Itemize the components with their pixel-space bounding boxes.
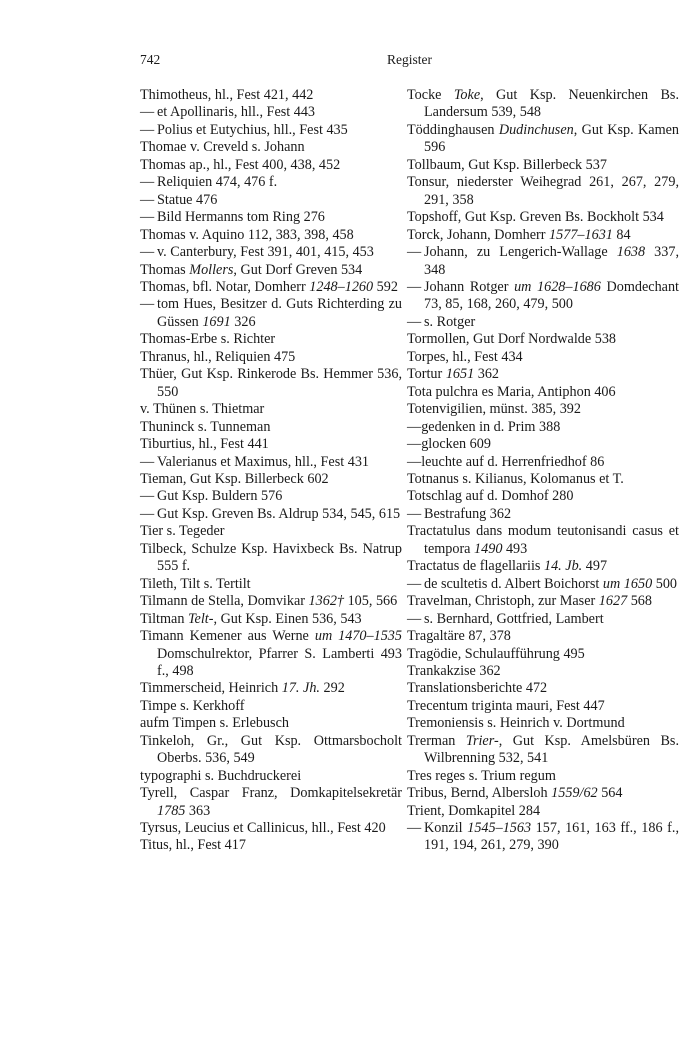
text-segment: Timmerscheid, Heinrich — [140, 680, 282, 697]
italic-segment: um 1470–1535 — [314, 628, 402, 645]
index-entry — [407, 523, 679, 558]
text-segment: Tyrsus, Leucius et Callinicus, hll., Fest 420 — [140, 820, 386, 837]
text-segment: Tractatulus dans modum teutonisandi casus et tempora — [407, 523, 679, 557]
index-entry — [140, 576, 402, 593]
text-segment: Topshoff, Gut Ksp. Greven Bs. Bockholt 534 — [407, 209, 664, 226]
text-segment: 337, 348 — [424, 244, 679, 278]
index-entry — [407, 122, 679, 157]
text-segment: Tractatus de flagellariis — [407, 558, 544, 575]
text-segment: 157, 161, 163 ff., 186 f., 191, 194, 261, 279, 390 — [424, 820, 679, 854]
index-entry — [140, 419, 402, 436]
italic-segment: 1638 — [616, 244, 646, 261]
index-entry — [140, 785, 402, 820]
subentry-dash: — — [140, 505, 155, 522]
text-segment: 362 — [474, 366, 500, 383]
page-header — [140, 52, 679, 72]
subentry-dash: — — [140, 296, 155, 313]
italic-segment: Dudinchusen — [498, 121, 574, 138]
text-segment: Trerman — [407, 732, 466, 749]
text-segment: 568 — [627, 593, 652, 610]
index-entry — [140, 87, 402, 104]
text-segment: Thomas-Erbe s. Richter — [140, 331, 276, 348]
italic-segment: 1691 — [202, 313, 231, 330]
text-segment: , Gut Ksp. Kamen 596 — [424, 121, 679, 156]
index-subentry — [407, 576, 679, 593]
text-segment: Bestrafung 362 — [424, 505, 512, 522]
text-segment: Statue 476 — [157, 191, 218, 208]
text-segment: Tinkeloh, Gr., Gut Ksp. Ottmarsbocholt Oberbs. 536, 549 — [140, 732, 402, 767]
index-subentry — [140, 174, 402, 191]
index-entry — [407, 401, 679, 418]
index-subentry — [407, 244, 679, 279]
index-subentry — [407, 454, 679, 471]
index-entry — [407, 209, 679, 226]
index-entry — [140, 471, 402, 488]
text-segment: aufm Timpen s. Erlebusch — [140, 715, 289, 732]
subentry-dash: — — [407, 436, 422, 453]
index-subentry — [140, 192, 402, 209]
text-segment: 363 — [185, 802, 211, 819]
subentry-dash: — — [140, 209, 155, 226]
text-segment: Thimotheus, hl., Fest 421, 442 — [140, 87, 314, 103]
subentry-dash: — — [140, 453, 155, 470]
text-segment: typographi s. Buchdruckerei — [140, 767, 302, 784]
text-segment: tom Hues, Besitzer d. Guts Richterding zu Güssen — [157, 296, 402, 330]
text-segment: Tocke — [407, 87, 454, 103]
text-segment: Thomas v. Aquino 112, 383, 398, 458 — [140, 226, 354, 243]
text-segment: Torck, Johann, Domherr — [407, 226, 550, 243]
text-segment: 326 — [230, 313, 256, 330]
index-entry — [140, 227, 402, 244]
index-subentry — [407, 314, 679, 331]
text-segment: 105, 566 — [344, 593, 398, 610]
text-segment: Gut Ksp. Greven Bs. Aldrup 534, 545, 615 — [157, 505, 401, 522]
index-entry — [140, 837, 402, 854]
text-segment: 564 — [597, 785, 623, 802]
index-entry — [140, 139, 402, 156]
subentry-dash: — — [140, 174, 155, 191]
italic-segment: um 1628–1686 — [514, 278, 601, 295]
index-subentry — [407, 436, 679, 453]
index-subentry — [407, 419, 679, 436]
text-segment: , Gut Ksp. Neuenkirchen Bs. Landersum 539, 548 — [424, 87, 679, 121]
index-entry — [407, 593, 679, 610]
text-segment: s. Bernhard, Gottfried, Lambert — [424, 610, 604, 627]
text-segment: Totenvigilien, münst. 385, 392 — [407, 401, 581, 418]
index-entry — [407, 680, 679, 697]
text-segment: Tota pulchra es Maria, Antiphon 406 — [407, 383, 616, 400]
text-segment: Tyrell, Caspar Franz, Domkapitelsekretär — [140, 785, 402, 802]
italic-segment: 1785 — [157, 802, 186, 819]
text-segment: Tortur — [407, 366, 446, 383]
text-segment: et Apollinaris, hll., Fest 443 — [157, 104, 316, 121]
index-entry — [407, 785, 679, 802]
text-segment: Tormollen, Gut Dorf Nordwalde 538 — [407, 331, 617, 348]
index-subentry — [140, 454, 402, 471]
text-segment: Timpe s. Kerkhoff — [140, 697, 245, 714]
text-segment: gedenken in d. Prim 388 — [421, 418, 561, 435]
index-entry — [407, 768, 679, 785]
text-segment: Valerianus et Maximus, hll., Fest 431 — [157, 453, 370, 470]
text-segment: Trankakzise 362 — [407, 662, 501, 679]
index-entry — [140, 436, 402, 453]
text-segment: de scultetis d. Albert Boichorst — [424, 575, 603, 592]
subentry-dash: — — [407, 575, 422, 592]
text-segment: leuchte auf d. Herrenfriedhof 86 — [421, 453, 605, 470]
index-entry — [140, 680, 402, 697]
text-segment: Totschlag auf d. Domhof 280 — [407, 488, 574, 505]
italic-segment: Telt- — [187, 610, 214, 627]
italic-segment: 1248–1260 — [309, 278, 374, 295]
index-entry — [140, 331, 402, 348]
italic-segment: Trier- — [465, 732, 499, 749]
text-segment: Tremoniensis s. Heinrich v. Dortmund — [407, 715, 625, 732]
text-segment: 292 — [319, 680, 345, 697]
text-segment: Titus, hl., Fest 417 — [140, 837, 246, 854]
index-entry — [140, 157, 402, 174]
text-segment: Johann Rotger — [424, 278, 515, 295]
text-segment: Domdechant 73, 85, 168, 260, 479, 500 — [424, 278, 679, 313]
text-segment: Thomas — [140, 261, 190, 278]
subentry-dash: — — [407, 313, 422, 330]
subentry-dash: — — [407, 278, 422, 295]
index-entry — [407, 87, 679, 122]
index-entry — [407, 733, 679, 768]
text-segment: Thuninck s. Tunneman — [140, 418, 271, 435]
index-subentry — [140, 488, 402, 505]
index-subentry — [407, 279, 679, 314]
index-subentry — [407, 820, 679, 855]
text-segment: Gut Ksp. Buldern 576 — [157, 488, 283, 505]
text-segment: 493 — [502, 540, 528, 557]
index-entry — [407, 646, 679, 663]
index-entry — [140, 401, 402, 418]
text-segment: Tilmann de Stella, Domvikar — [140, 593, 309, 610]
index-entry — [140, 698, 402, 715]
text-segment: Translationsberichte 472 — [407, 680, 548, 697]
text-segment: Domschulrektor, Pfarrer S. Lamberti 493 f., 498 — [157, 645, 402, 679]
index-entry — [140, 611, 402, 628]
text-segment: Johann, zu Lengerich-Wallage — [424, 244, 617, 261]
index-entry — [140, 523, 402, 540]
text-segment: Tollbaum, Gut Ksp. Billerbeck 537 — [407, 156, 607, 173]
index-entry — [407, 488, 679, 505]
text-segment: Totnanus s. Kilianus, Kolomanus et T. — [407, 470, 624, 487]
text-segment: Torpes, hl., Fest 434 — [407, 348, 523, 365]
italic-segment: Toke — [453, 87, 481, 103]
index-entry — [140, 733, 402, 768]
text-segment: Thranus, hl., Reliquien 475 — [140, 348, 296, 365]
index-entry — [407, 663, 679, 680]
text-segment: 500 — [652, 575, 677, 592]
italic-segment: 1651 — [445, 366, 475, 383]
index-column-left — [140, 87, 402, 855]
index-subentry — [407, 506, 679, 523]
index-subentry — [140, 122, 402, 139]
index-entry — [140, 349, 402, 366]
italic-segment: 1559/62 — [551, 785, 598, 802]
text-segment: Polius et Eutychius, hll., Fest 435 — [157, 121, 348, 138]
text-segment: , Gut Ksp. Einen 536, 543 — [213, 610, 362, 627]
text-segment: 497 — [582, 558, 608, 575]
text-segment: Tonsur, niederster Weihegrad 261, 267, 279, 291, 358 — [407, 174, 679, 208]
text-segment: v. Thünen s. Thietmar — [140, 401, 265, 418]
index-entry — [407, 698, 679, 715]
text-segment: glocken 609 — [421, 436, 491, 453]
text-segment: , Gut Dorf Greven 534 — [233, 261, 363, 278]
index-entry — [140, 262, 402, 279]
index-entry — [407, 715, 679, 732]
index-entry — [140, 541, 402, 576]
index-entry — [140, 820, 402, 837]
text-segment: Tileth, Tilt s. Tertilt — [140, 575, 251, 592]
text-segment: Trient, Domkapitel 284 — [407, 802, 541, 819]
text-segment: Tiltman — [140, 610, 188, 627]
subentry-dash: — — [140, 191, 155, 208]
index-entry — [407, 384, 679, 401]
text-segment: Tragaltäre 87, 378 — [407, 628, 511, 645]
index-entry — [407, 803, 679, 820]
text-segment: Thomas, bfl. Notar, Domherr — [140, 278, 310, 295]
text-segment: Tribus, Bernd, Albersloh — [407, 785, 552, 802]
text-segment: Bild Hermanns tom Ring 276 — [157, 209, 325, 226]
italic-segment: um 1650 — [602, 575, 653, 592]
index-entry — [407, 331, 679, 348]
italic-segment: Mollers — [189, 261, 234, 278]
index-entry — [407, 174, 679, 209]
text-segment: Tier s. Tegeder — [140, 523, 225, 540]
index-subentry — [407, 611, 679, 628]
index-entry — [407, 157, 679, 174]
index-entry — [407, 227, 679, 244]
index-entry — [140, 366, 402, 401]
italic-segment: 14. Jb. — [543, 558, 583, 575]
index-subentry — [140, 296, 402, 331]
text-segment: 84 — [612, 226, 631, 243]
italic-segment: 1490 — [474, 540, 503, 557]
index-entry — [140, 279, 402, 296]
index-subentry — [140, 506, 402, 523]
italic-segment: 1627 — [598, 593, 628, 610]
text-segment: v. Canterbury, Fest 391, 401, 415, 453 — [157, 244, 374, 261]
subentry-dash: — — [407, 820, 422, 837]
page-number: 742 — [140, 52, 161, 67]
index-subentry — [140, 209, 402, 226]
text-segment: Tragödie, Schulaufführung 495 — [407, 645, 585, 662]
subentry-dash: — — [407, 505, 422, 522]
text-segment: Thomae v. Creveld s. Johann — [140, 139, 305, 156]
index-entry — [407, 471, 679, 488]
subentry-dash: — — [407, 244, 422, 261]
text-segment: s. Rotger — [424, 313, 476, 330]
index-entry — [407, 558, 679, 575]
text-segment: Tilbeck, Schulze Ksp. Havixbeck Bs. Natrup 555 f. — [140, 540, 402, 575]
text-segment: Timann Kemener aus Werne — [140, 628, 315, 645]
italic-segment: 17. Jh. — [281, 680, 320, 697]
subentry-dash: — — [407, 418, 422, 435]
index-entry — [140, 715, 402, 732]
text-segment: Tiburtius, hl., Fest 441 — [140, 436, 269, 453]
subentry-dash: — — [140, 488, 155, 505]
text-segment: Reliquien 474, 476 f. — [157, 174, 278, 191]
subentry-dash: — — [140, 104, 155, 121]
index-subentry — [140, 104, 402, 121]
running-head: Register — [387, 52, 432, 67]
text-segment: , Gut Ksp. Amelsbüren Bs. Wilbrenning 532, 541 — [424, 732, 680, 767]
text-segment: Thomas ap., hl., Fest 400, 438, 452 — [140, 156, 341, 173]
text-segment: Trecentum triginta mauri, Fest 447 — [407, 697, 605, 714]
italic-segment: 1362† — [308, 593, 345, 610]
text-segment: Travelman, Christoph, zur Maser — [407, 593, 599, 610]
index-entry — [407, 628, 679, 645]
text-segment: Tres reges s. Trium regum — [407, 767, 556, 784]
text-segment: Konzil — [424, 820, 468, 837]
subentry-dash: — — [407, 610, 422, 627]
index-entry — [407, 366, 679, 383]
index-subentry — [140, 244, 402, 261]
index-entry — [140, 593, 402, 610]
italic-segment: 1545–1563 — [467, 820, 532, 837]
text-segment: 592 — [373, 278, 398, 295]
index-entry — [407, 349, 679, 366]
text-segment: Thüer, Gut Ksp. Rinkerode Bs. Hemmer 536, 550 — [140, 366, 402, 400]
italic-segment: 1577–1631 — [549, 226, 613, 243]
index-entry — [140, 768, 402, 785]
text-segment: Töddinghausen — [407, 121, 499, 138]
index-column-right — [407, 87, 679, 855]
subentry-dash: — — [140, 244, 155, 261]
subentry-dash: — — [140, 121, 155, 138]
text-segment: Tieman, Gut Ksp. Billerbeck 602 — [140, 470, 329, 487]
index-entry — [140, 628, 402, 680]
subentry-dash: — — [407, 453, 422, 470]
